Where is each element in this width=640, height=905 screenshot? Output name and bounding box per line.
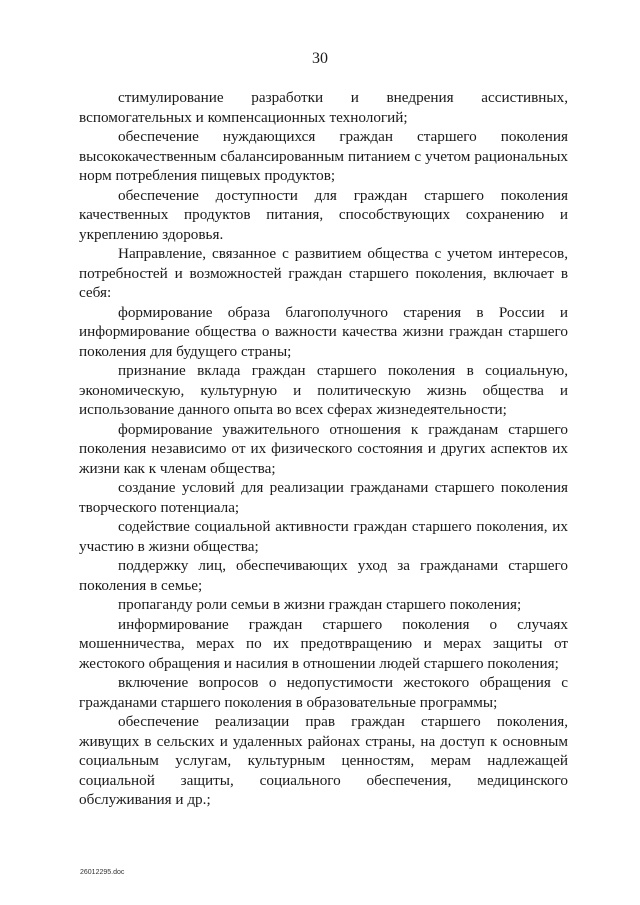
paragraph: формирование уважительного отношения к гражданам старшего поколения независимо от их физического состояния и других аспектов их жизни как к членам общества; bbox=[79, 420, 568, 477]
paragraph: поддержку лиц, обеспечивающих уход за гражданами старшего поколения в семье; bbox=[79, 557, 568, 594]
page-number: 30 bbox=[312, 50, 328, 67]
paragraph: пропаганду роли семьи в жизни граждан старшего поколения; bbox=[118, 596, 522, 613]
paragraph: содействие социальной активности граждан старшего поколения, их участию в жизни общества; bbox=[79, 518, 568, 555]
paragraph: Направление, связанное с развитием общества с учетом интересов, потребностей и возможностей граждан старшего поколения, включает в себя: bbox=[79, 245, 568, 301]
paragraph: обеспечение доступности для граждан старшего поколения качественных продуктов питания, способствующих сохранению и укреплению здоровья. bbox=[79, 186, 568, 243]
paragraph: признание вклада граждан старшего поколения в социальную, экономическую, культурную и политическую жизнь общества и использование данного опыта во всех сферах жизнедеятельности; bbox=[79, 362, 568, 418]
paragraph: обеспечение реализации прав граждан старшего поколения, живущих в сельских и удаленных районах страны, на доступ к основным социальным услугам, культурным ценностям, мерам надлежащей социальной защиты, социального обеспечения, медицинского обслуживания и др.; bbox=[79, 713, 568, 808]
document-body bbox=[79, 88, 568, 810]
paragraph: стимулирование разработки и внедрения ассистивных, вспомогательных и компенсационных технологий; bbox=[79, 89, 568, 126]
paragraph: формирование образа благополучного старения в России и информирование общества о важности качества жизни граждан старшего поколения для будущего страны; bbox=[79, 303, 568, 360]
paragraph: создание условий для реализации гражданами старшего поколения творческого потенциала; bbox=[79, 479, 568, 516]
paragraph: информирование граждан старшего поколения о случаях мошенничества, мерах по их предотвращению и мерах защиты от жестокого обращения и насилия в отношении людей старшего поколения; bbox=[79, 615, 568, 672]
paragraph: включение вопросов о недопустимости жестокого обращения с гражданами старшего поколения в образовательные программы; bbox=[79, 674, 568, 711]
file-code: 26012295.doc bbox=[80, 869, 125, 876]
paragraph: обеспечение нуждающихся граждан старшего поколения высококачественным сбалансированным питанием с учетом рациональных норм потребления пищевых продуктов; bbox=[79, 128, 568, 184]
